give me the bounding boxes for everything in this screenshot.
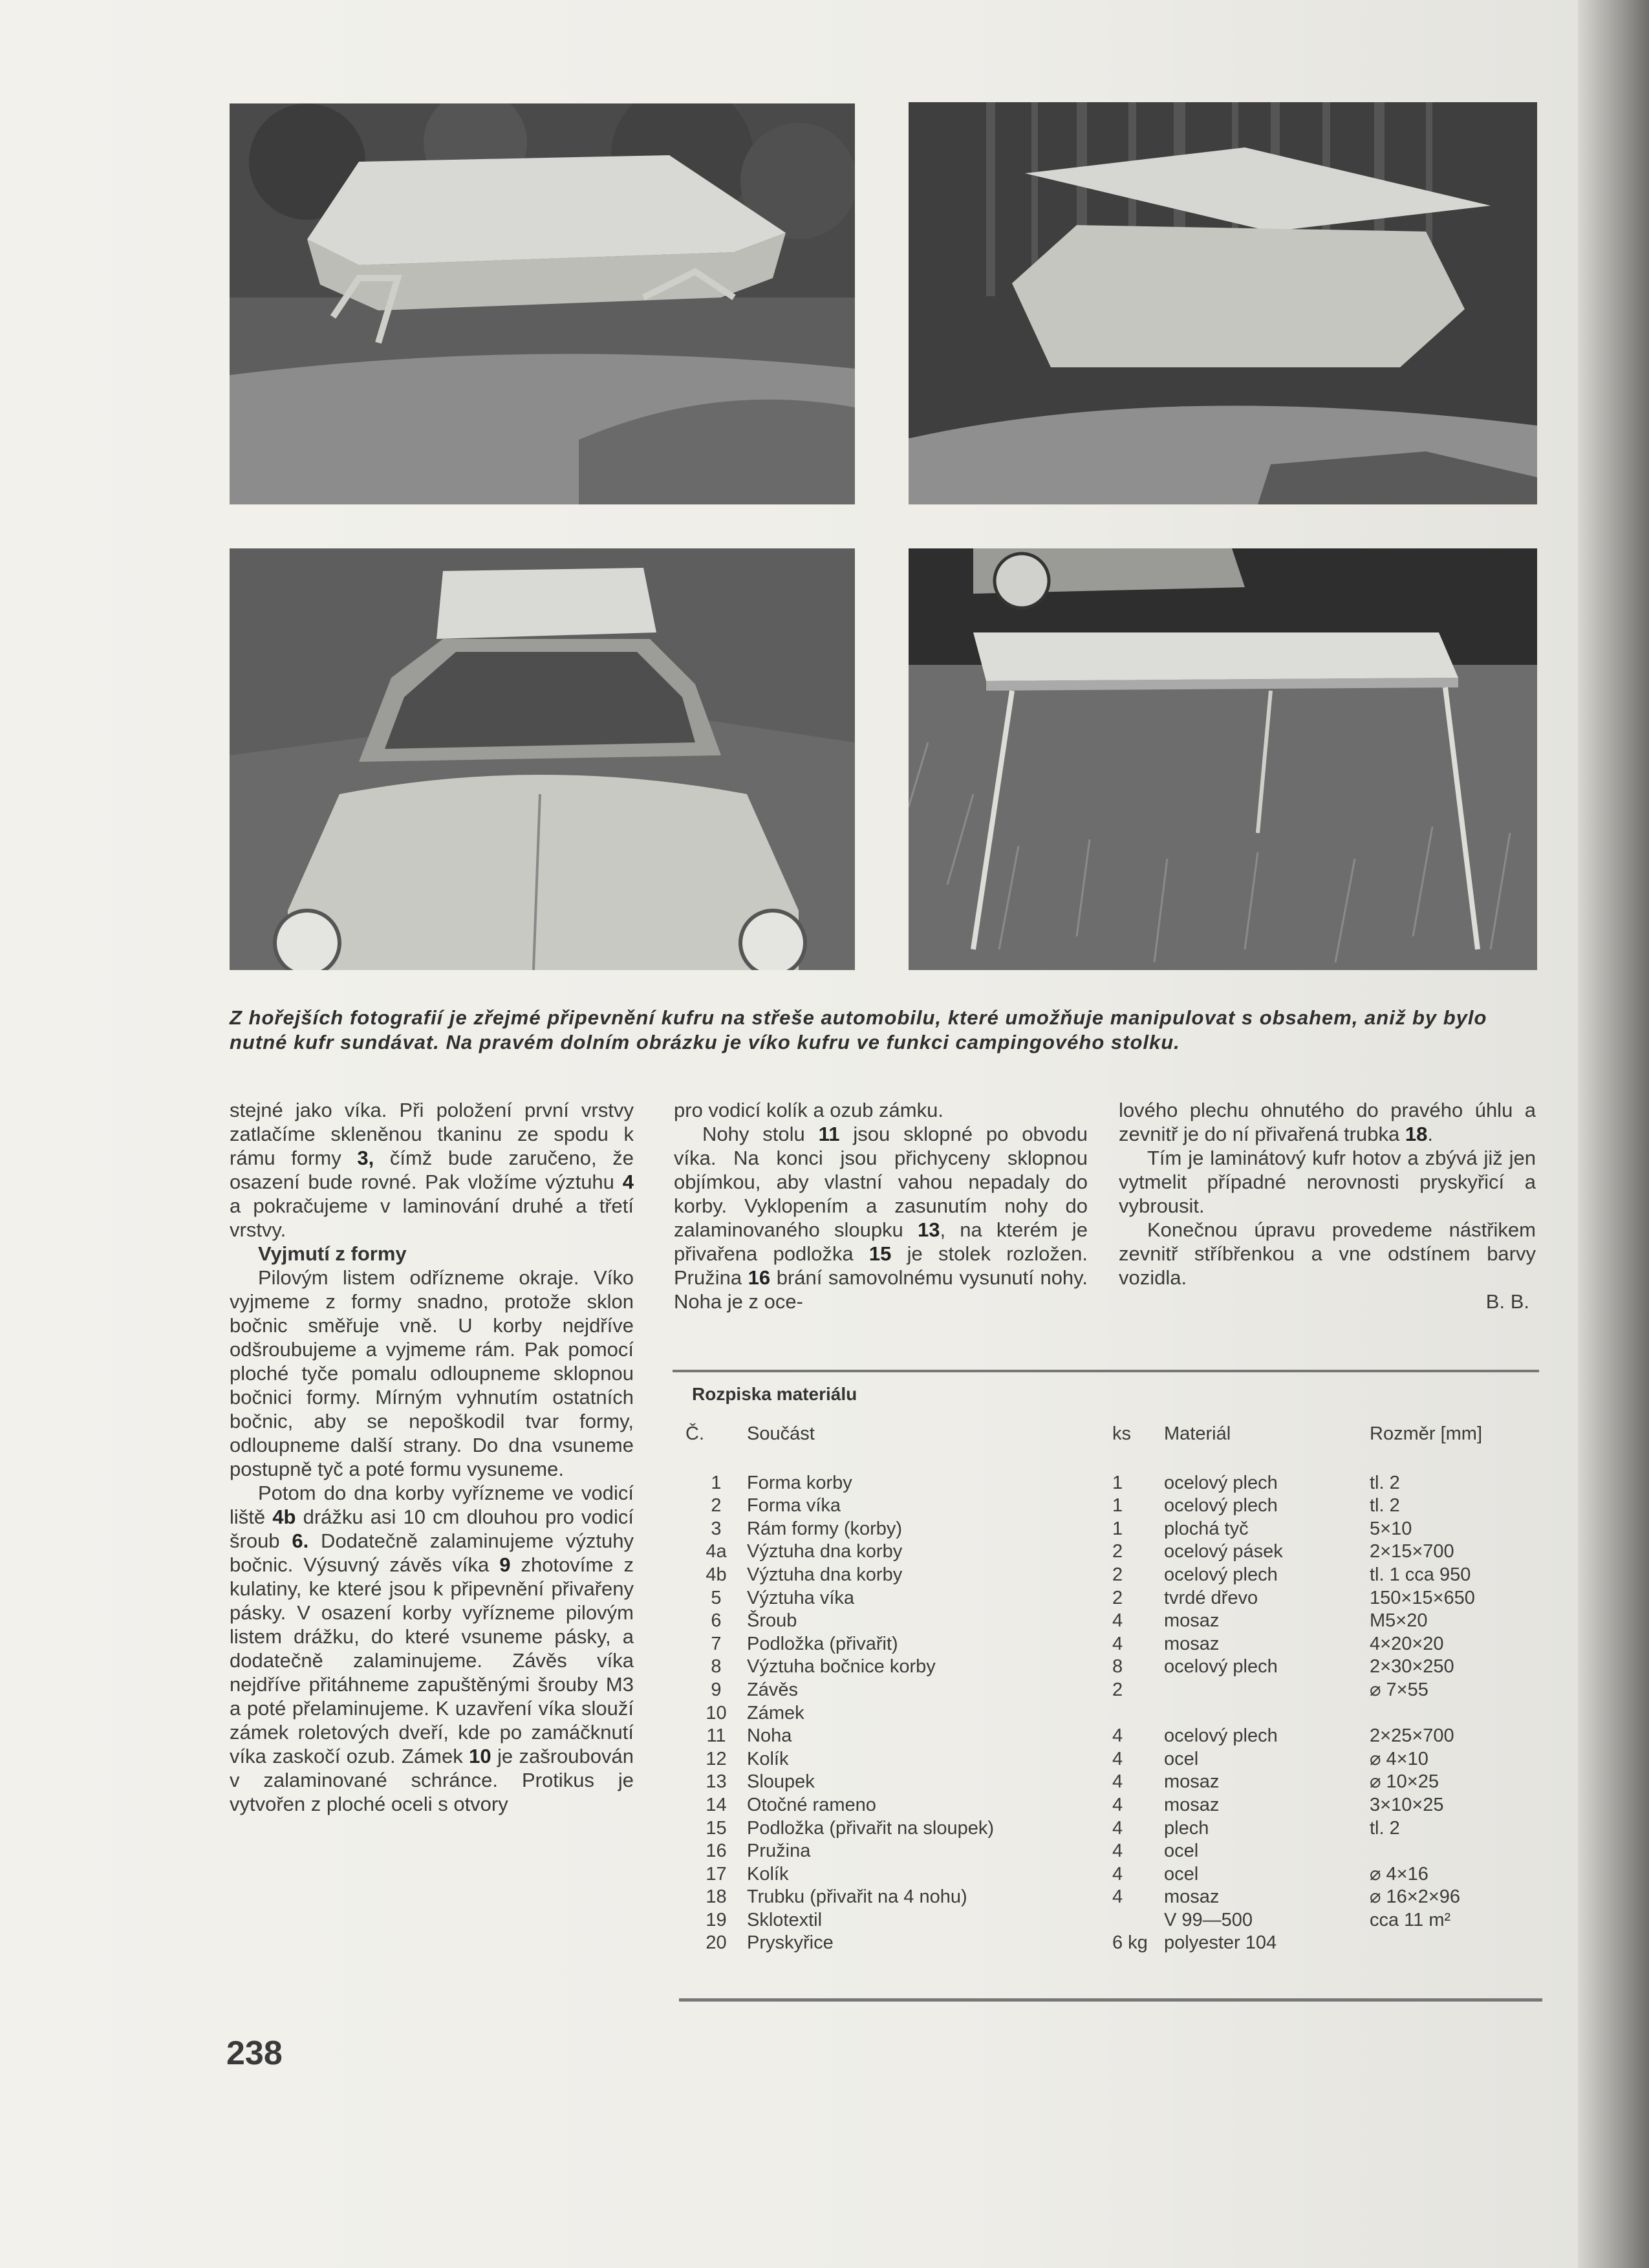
cell-part: Výztuha dna korby — [747, 1564, 903, 1585]
table-top-rule — [673, 1370, 1539, 1372]
cell-part: Pružina — [747, 1841, 811, 1862]
table-bottom-rule — [679, 1998, 1542, 2002]
cell-part: Forma korby — [747, 1472, 852, 1493]
column-header: Rozměr [mm] — [1370, 1423, 1482, 1444]
cell-quantity: 4 — [1112, 1886, 1123, 1908]
table-row — [685, 1472, 1539, 1495]
cell-dimension: cca 11 m² — [1370, 1909, 1451, 1930]
text-run: brání samovolnému vysunutí nohy. Noha je z oce- — [674, 1266, 1088, 1313]
car-roof-box-closed-icon — [230, 103, 855, 504]
text-run: a pokračujeme v laminování druhé a třetí vrstvy. — [230, 1194, 634, 1241]
page-number: 238 — [226, 2035, 283, 2072]
part-ref: 18 — [1405, 1123, 1428, 1145]
cell-dimension: ⌀ 4×10 — [1370, 1748, 1428, 1769]
table-row — [685, 1794, 1539, 1817]
cell-part: Trubku (přivařit na 4 nohu) — [747, 1886, 967, 1908]
cell-dimension: tl. 2 — [1370, 1495, 1400, 1517]
photo-bottom-left — [230, 548, 855, 970]
cell-material: ocelový plech — [1164, 1564, 1278, 1585]
table-row — [685, 1587, 1539, 1610]
text-column-2 — [674, 1098, 1088, 1313]
text-run: zhotovíme z kulatiny, ke které jsou k připevnění přivařeny pásky. V osazení korby vyřízneme pilovým listem drážku, do které vsuneme pásky, a dodatečně zalaminujeme. Závěs víka nejdříve přitáhneme zapuštěnými šrouby M3 a poté přelaminujeme. K uzavření víka slouží zámek roletových dveří, kde po zamáčknutí víka zaskočí ozub. Zámek — [230, 1553, 634, 1767]
cell-material: mosaz — [1164, 1886, 1220, 1908]
part-ref: 15 — [868, 1242, 892, 1265]
cell-number: 20 — [706, 1932, 727, 1954]
cell-quantity: 4 — [1112, 1817, 1123, 1839]
cell-dimension: tl. 2 — [1370, 1817, 1400, 1839]
cell-number: 1 — [711, 1472, 722, 1493]
table-row — [685, 1495, 1539, 1518]
cell-dimension: M5×20 — [1370, 1610, 1428, 1632]
text-column-3 — [1119, 1098, 1536, 1313]
cell-dimension: tl. 2 — [1370, 1472, 1400, 1493]
cell-quantity: 4 — [1112, 1771, 1123, 1793]
cell-part: Noha — [747, 1725, 792, 1747]
part-ref: 4 — [622, 1171, 634, 1193]
cell-quantity: 4 — [1112, 1841, 1123, 1862]
cell-material: ocelový plech — [1164, 1495, 1278, 1517]
cell-part: Kolík — [747, 1863, 789, 1885]
cell-quantity: 2 — [1112, 1679, 1123, 1700]
cell-dimension — [1370, 1840, 1539, 1863]
cell-part: Rám formy (korby) — [747, 1518, 903, 1539]
table-row — [685, 1817, 1539, 1841]
text-column-1 — [230, 1098, 634, 1816]
cell-dimension: 5×10 — [1370, 1518, 1412, 1539]
paragraph — [230, 1098, 634, 1242]
part-ref: 6. — [292, 1529, 309, 1552]
table-title: Rozpiska materiálu — [692, 1384, 857, 1404]
cell-part: Podložka (přivařit na sloupek) — [747, 1817, 995, 1839]
table-row — [685, 1909, 1539, 1932]
text-run: , na kterém je přivařena podložka — [674, 1218, 1088, 1265]
cell-part: Zámek — [747, 1702, 804, 1723]
table-row — [685, 1679, 1539, 1702]
cell-number: 9 — [711, 1679, 722, 1700]
text-run: drážku asi 10 cm dlouhou pro vodicí šroub — [230, 1506, 634, 1552]
cell-number: 6 — [711, 1610, 722, 1632]
paragraph: pro vodicí kolík a ozub zámku. — [674, 1099, 943, 1121]
cell-material: tvrdé dřevo — [1164, 1587, 1258, 1608]
cell-quantity: 2 — [1112, 1541, 1123, 1562]
materials-table-body — [685, 1472, 1539, 1955]
cell-part: Výztuha dna korby — [747, 1541, 903, 1562]
cell-dimension: 3×10×25 — [1370, 1794, 1444, 1815]
paragraph — [230, 1481, 634, 1816]
cell-dimension: 2×30×250 — [1370, 1656, 1454, 1678]
section-heading: Vyjmutí z formy — [258, 1242, 407, 1265]
cell-material: ocelový plech — [1164, 1725, 1278, 1747]
table-header-row — [685, 1423, 1539, 1472]
cell-material — [1164, 1679, 1370, 1702]
part-ref: 9 — [499, 1553, 511, 1576]
cell-material: ocelový plech — [1164, 1656, 1278, 1678]
author-signature: B. B. — [1485, 1290, 1529, 1313]
cell-part: Sklotextil — [747, 1909, 823, 1930]
cell-material: polyester 104 — [1164, 1932, 1277, 1954]
photo-top-left — [230, 103, 855, 504]
text-run: . — [1427, 1123, 1433, 1145]
cell-number: 11 — [706, 1725, 726, 1747]
text-run: je stolek rozložen. Pružina — [674, 1242, 1088, 1289]
table-row — [685, 1633, 1539, 1656]
cell-number: 4a — [706, 1541, 727, 1562]
part-ref: 3, — [357, 1147, 374, 1169]
cell-material: V 99—500 — [1164, 1909, 1253, 1930]
cell-quantity — [1112, 1909, 1164, 1932]
table-row — [685, 1840, 1539, 1863]
paragraph: Pilovým listem odřízneme okraje. Víko vyjmeme z formy snadno, protože sklon bočnic směřuje vně. U korby nejdříve odšroubujeme a vyjmeme rám. Pak pomocí ploché tyče pomalu odloupneme sklopnou bočnici formy. Mírným vyhnutím ostatních bočnic, aby se nepoškodil tvar formy, odloupneme další strany. Do dna vsuneme postupně tyč a poté formu vysuneme. — [230, 1266, 634, 1480]
part-ref: 11 — [818, 1123, 840, 1145]
cell-number: 5 — [711, 1587, 722, 1608]
cell-dimension: 2×15×700 — [1370, 1541, 1454, 1562]
table-row — [685, 1656, 1539, 1679]
cell-material: plochá tyč — [1164, 1518, 1249, 1539]
text-run: je zašroubován v zalaminované schránce. Protikus je vytvořen z ploché oceli s otvory — [230, 1745, 634, 1815]
cell-number: 13 — [706, 1771, 727, 1793]
cell-number: 4b — [706, 1564, 727, 1585]
cell-part: Podložka (přivařit) — [747, 1633, 898, 1654]
cell-dimension: ⌀ 7×55 — [1370, 1679, 1428, 1700]
cell-number: 12 — [706, 1748, 727, 1769]
cell-part: Sloupek — [747, 1771, 815, 1793]
cell-material: mosaz — [1164, 1610, 1220, 1632]
cell-material: mosaz — [1164, 1794, 1220, 1815]
page-edge-shadow — [1578, 0, 1649, 2268]
table-row — [685, 1748, 1539, 1771]
table-row — [685, 1702, 1539, 1725]
cell-number: 2 — [711, 1495, 722, 1517]
cell-dimension — [1370, 1932, 1539, 1955]
materials-table — [685, 1423, 1539, 1955]
table-row — [685, 1725, 1539, 1748]
cell-material: mosaz — [1164, 1771, 1220, 1793]
cell-material: ocel — [1164, 1748, 1199, 1769]
cell-material: ocelový pásek — [1164, 1541, 1283, 1562]
cell-part: Forma víka — [747, 1495, 841, 1517]
column-header: Součást — [747, 1423, 815, 1444]
cell-material: ocel — [1164, 1863, 1199, 1885]
photo-top-right — [909, 102, 1537, 504]
table-row — [685, 1932, 1539, 1955]
cell-quantity: 1 — [1112, 1472, 1123, 1493]
paragraph: Konečnou úpravu provedeme nástřikem zevnitř stříbřenkou a vne odstínem barvy vozidla. — [1119, 1218, 1536, 1289]
text-run: Dodatečně zalaminujeme výztuhy bočnic. Výsuvný závěs víka — [230, 1529, 634, 1576]
photo-bottom-right — [909, 548, 1537, 970]
camping-table-lid-icon — [909, 548, 1537, 970]
cell-part: Závěs — [747, 1679, 798, 1700]
cell-quantity: 4 — [1112, 1610, 1123, 1632]
car-front-with-roof-box-icon — [230, 548, 855, 970]
cell-material: ocel — [1164, 1841, 1199, 1862]
text-run: čímž bude zaručeno, že osazení bude rovné. Pak vložíme výztuhu — [230, 1147, 634, 1193]
cell-material — [1164, 1702, 1370, 1725]
paragraph — [674, 1122, 1088, 1313]
cell-dimension: 150×15×650 — [1370, 1587, 1475, 1608]
text-run: Potom do dna korby vyřízneme ve vodicí liště — [230, 1482, 634, 1528]
column-header: Materiál — [1164, 1423, 1231, 1444]
cell-dimension — [1370, 1702, 1539, 1725]
cell-dimension: 2×25×700 — [1370, 1725, 1454, 1747]
table-row — [685, 1564, 1539, 1587]
table-row — [685, 1863, 1539, 1886]
photo-caption: Z hořejších fotografií je zřejmé připevnění kufru na střeše automobilu, které umožňuje manipulovat s obsahem, aniž by bylo nutné kufr sundávat. Na pravém dolním obrázku je víko kufru ve funkci campingového stolku. — [230, 1006, 1487, 1053]
cell-number: 15 — [706, 1817, 727, 1839]
cell-part: Pryskyřice — [747, 1932, 834, 1954]
table-row — [685, 1771, 1539, 1794]
part-ref: 13 — [917, 1218, 940, 1241]
paragraph — [1119, 1098, 1536, 1146]
cell-part: Otočné rameno — [747, 1794, 876, 1815]
cell-dimension: 4×20×20 — [1370, 1633, 1444, 1654]
text-run: jsou sklopné po obvodu víka. Na konci jsou přichyceny sklopnou objímkou, aby vlastní vahou nepadaly do korby. Vyklopením a zasunutím nohy do zalaminovaného sloupku — [674, 1123, 1088, 1241]
cell-material: mosaz — [1164, 1633, 1220, 1654]
table-row — [685, 1518, 1539, 1541]
cell-material: ocelový plech — [1164, 1472, 1278, 1493]
cell-part: Výztuha bočnice korby — [747, 1656, 936, 1678]
table-row — [685, 1610, 1539, 1633]
part-ref: 4b — [272, 1506, 296, 1528]
cell-number: 8 — [711, 1656, 722, 1678]
car-roof-box-open-icon — [909, 102, 1537, 504]
text-run: stejné jako víka. Při položení první vrstvy zatlačíme skleněnou tkaninu ze spodu k rámu formy — [230, 1099, 634, 1169]
cell-dimension: ⌀ 4×16 — [1370, 1863, 1428, 1885]
cell-quantity: 8 — [1112, 1656, 1123, 1678]
cell-dimension: ⌀ 10×25 — [1370, 1771, 1439, 1793]
cell-quantity: 4 — [1112, 1633, 1123, 1654]
cell-part: Výztuha víka — [747, 1587, 855, 1608]
cell-number: 3 — [711, 1518, 722, 1539]
cell-quantity: 4 — [1112, 1725, 1123, 1747]
cell-part: Kolík — [747, 1748, 789, 1769]
cell-quantity: 1 — [1112, 1518, 1123, 1539]
cell-quantity: 4 — [1112, 1748, 1123, 1769]
cell-number: 7 — [711, 1633, 722, 1654]
cell-material: plech — [1164, 1817, 1209, 1839]
cell-quantity: 1 — [1112, 1495, 1123, 1517]
paragraph: Tím je laminátový kufr hotov a zbývá již jen vytmelit případné nerovnosti pryskyřicí a vybrousit. — [1119, 1147, 1536, 1217]
part-ref: 10 — [469, 1745, 491, 1767]
cell-dimension: ⌀ 16×2×96 — [1370, 1886, 1461, 1908]
cell-number: 14 — [706, 1794, 727, 1815]
cell-quantity: 2 — [1112, 1587, 1123, 1608]
cell-quantity: 2 — [1112, 1564, 1123, 1585]
column-header: Č. — [685, 1423, 704, 1444]
cell-number: 17 — [706, 1863, 727, 1885]
part-ref: 16 — [748, 1266, 771, 1289]
table-row — [685, 1540, 1539, 1564]
cell-number: 16 — [706, 1841, 727, 1862]
cell-part: Šroub — [747, 1610, 797, 1632]
cell-dimension: tl. 1 cca 950 — [1370, 1564, 1471, 1585]
text-run: lového plechu ohnutého do pravého úhlu a zevnitř je do ní přivařená trubka — [1119, 1099, 1536, 1145]
cell-number: 10 — [706, 1702, 727, 1723]
column-header: ks — [1112, 1423, 1131, 1444]
cell-quantity: 6 kg — [1112, 1932, 1148, 1954]
text-run: Nohy stolu — [702, 1123, 819, 1145]
cell-number: 18 — [706, 1886, 727, 1908]
table-row — [685, 1886, 1539, 1909]
cell-quantity: 4 — [1112, 1863, 1123, 1885]
cell-number: 19 — [706, 1909, 727, 1930]
cell-quantity: 4 — [1112, 1794, 1123, 1815]
cell-quantity — [1112, 1702, 1164, 1725]
